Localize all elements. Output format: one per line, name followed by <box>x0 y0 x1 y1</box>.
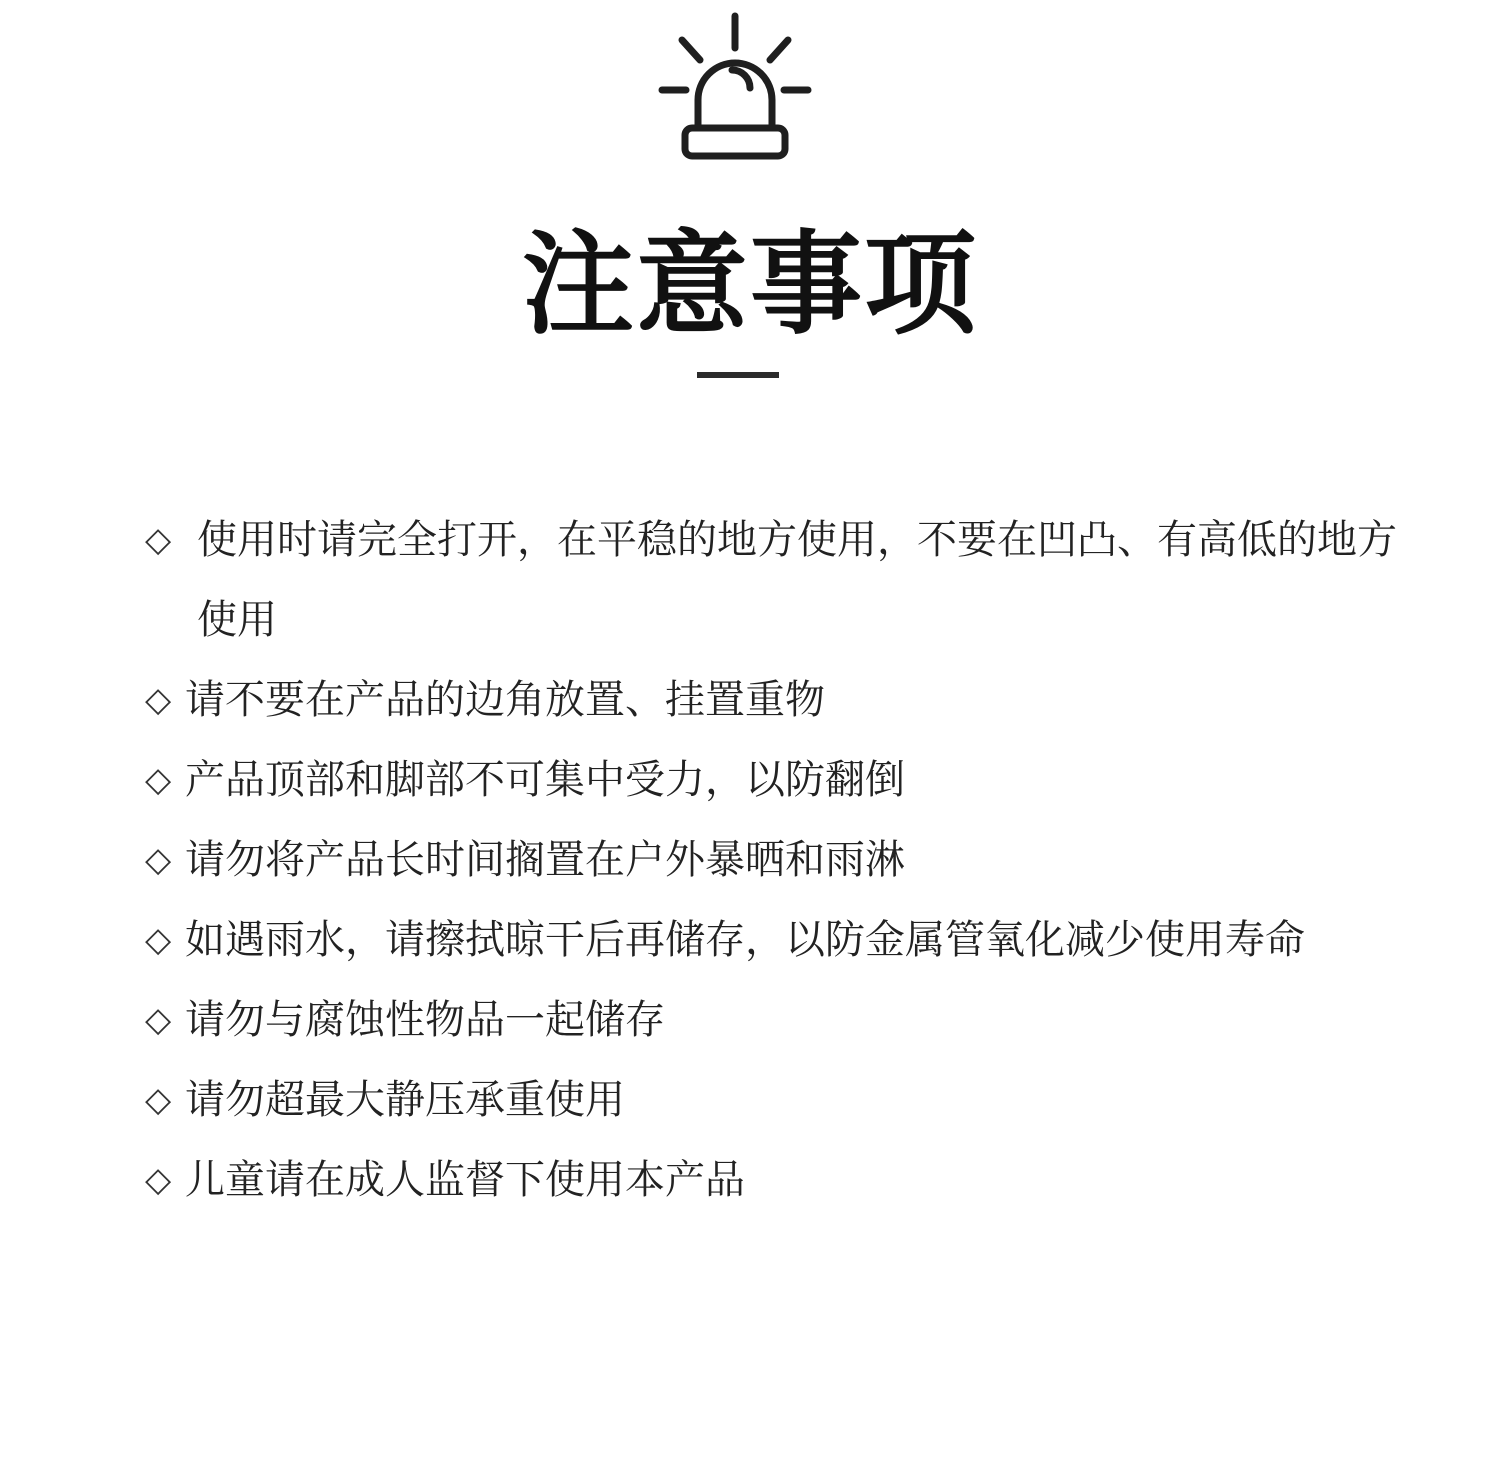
page-title: 注意事项 <box>522 220 978 350</box>
alarm-light-icon <box>650 8 820 168</box>
list-item <box>145 980 1405 1060</box>
list-item <box>145 660 1405 740</box>
list-item <box>145 900 1405 980</box>
diamond-bullet-icon: ◇ <box>145 520 172 560</box>
note-text: 请勿与腐蚀性物品一起储存 <box>185 997 665 1043</box>
list-item <box>145 740 1405 820</box>
diamond-bullet-icon: ◇ <box>145 920 172 960</box>
diamond-bullet-icon: ◇ <box>145 1160 172 1200</box>
note-text: 请不要在产品的边角放置、挂置重物 <box>185 677 825 723</box>
note-text: 请勿超最大静压承重使用 <box>185 1077 625 1123</box>
title-divider <box>697 372 779 378</box>
diamond-bullet-icon: ◇ <box>145 680 172 720</box>
note-text: 儿童请在成人监督下使用本产品 <box>185 1157 745 1203</box>
diamond-bullet-icon: ◇ <box>145 1080 172 1120</box>
diamond-bullet-icon: ◇ <box>145 760 172 800</box>
diamond-bullet-icon: ◇ <box>145 1000 172 1040</box>
note-text: 产品顶部和脚部不可集中受力，以防翻倒 <box>185 757 905 803</box>
note-text: 使用时请完全打开，在平稳的地方使用，不要在凹凸、有高低的地方使用 <box>197 517 1397 643</box>
note-text: 请勿将产品长时间搁置在户外暴晒和雨淋 <box>185 837 905 883</box>
list-item <box>145 1140 1405 1220</box>
list-item <box>145 500 1405 660</box>
note-text: 如遇雨水，请擦拭晾干后再储存，以防金属管氧化减少使用寿命 <box>185 917 1305 963</box>
list-item <box>145 1060 1405 1140</box>
notes-list <box>145 500 1405 1220</box>
list-item <box>145 820 1405 900</box>
diamond-bullet-icon: ◇ <box>145 840 172 880</box>
